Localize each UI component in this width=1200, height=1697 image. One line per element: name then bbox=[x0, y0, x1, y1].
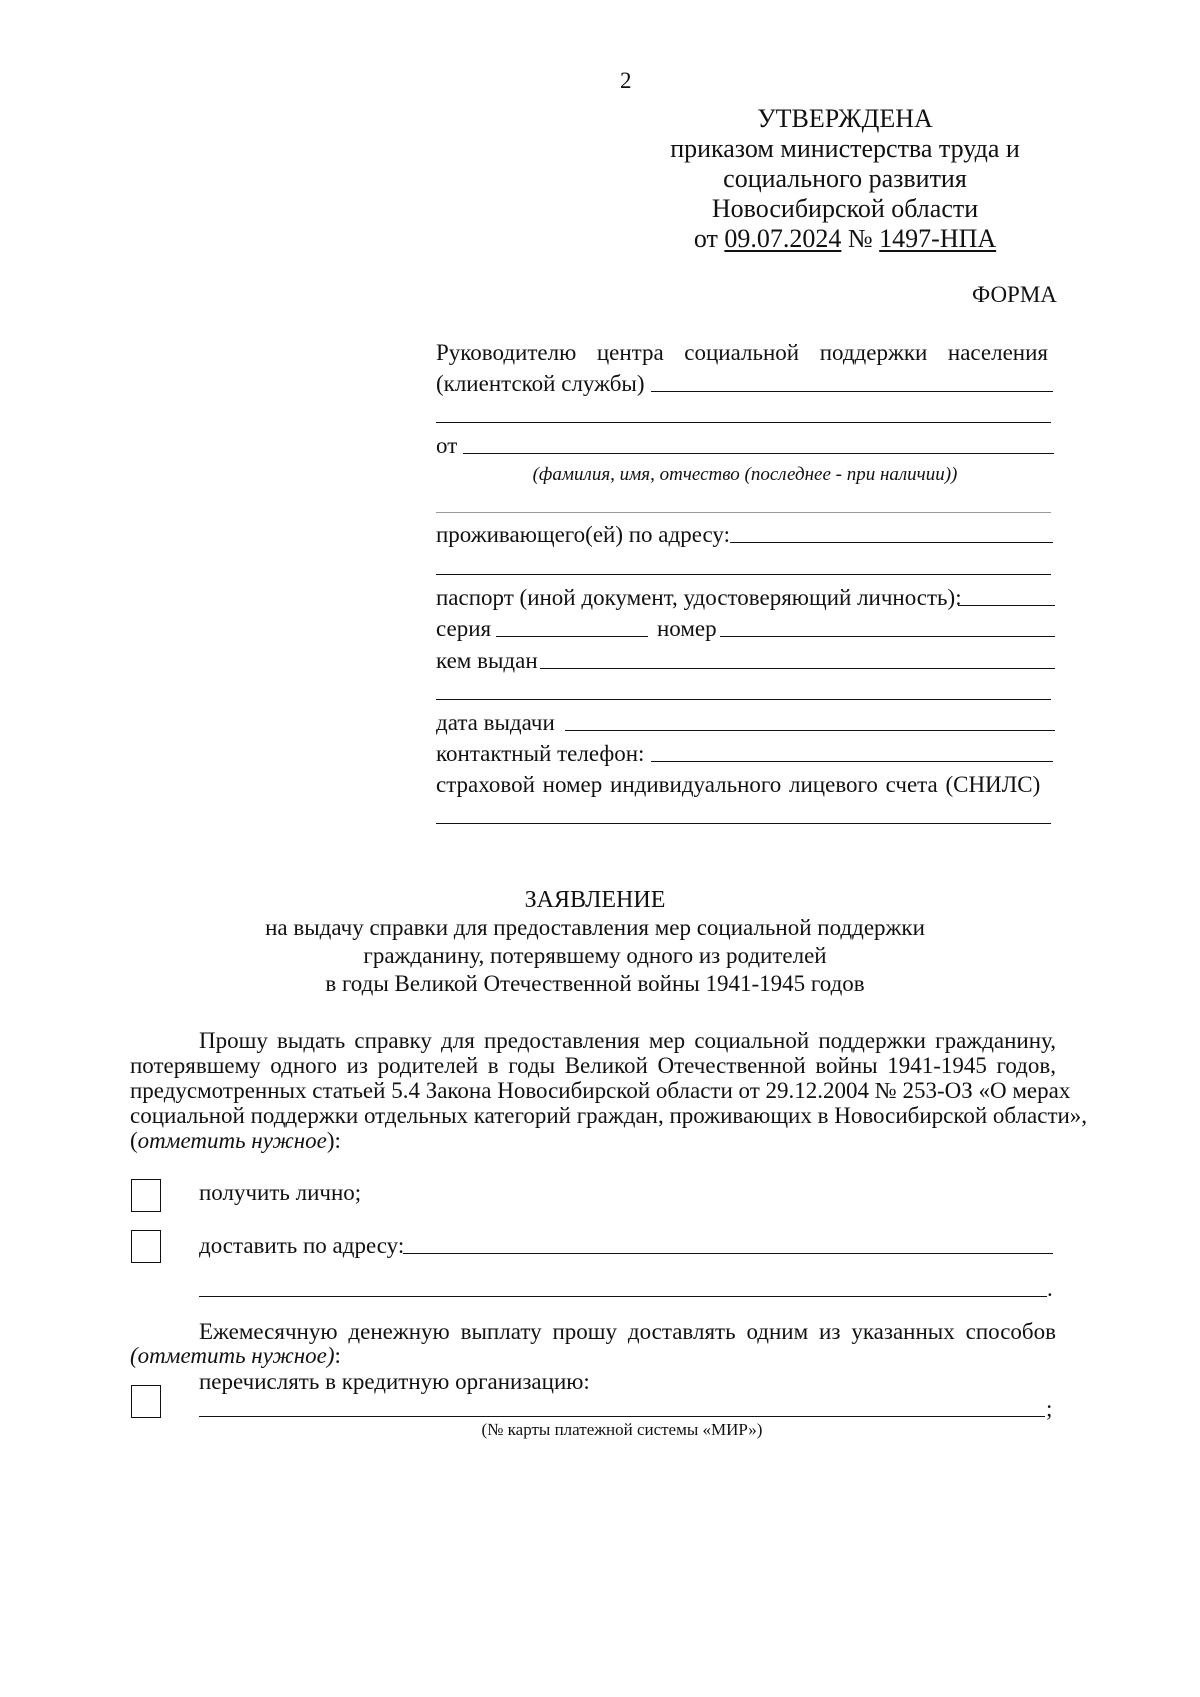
card-number-hint: (№ карты платежной системы «МИР») bbox=[481, 1420, 763, 1439]
approval-line-3: Новосибирской области bbox=[711, 194, 979, 223]
passport-label: паспорт (иной документ, удостоверяющий личность): bbox=[436, 585, 962, 610]
applicant-name-field-continued[interactable] bbox=[436, 512, 1051, 513]
approval-date: 09.07.2024 bbox=[724, 224, 842, 253]
body-p1-line-3: предусмотренных статьей 5.4 Закона Новосибирской области от 29.12.2004 № 253-ОЗ «О мерах bbox=[130, 1078, 1071, 1103]
address-label: проживающего(ей) по адресу: bbox=[436, 522, 730, 547]
mark-needed-italic: отметить нужное bbox=[137, 1128, 327, 1153]
deliver-by-address-checkbox[interactable] bbox=[131, 1230, 161, 1263]
period-mark: . bbox=[1047, 1276, 1053, 1301]
page-number: 2 bbox=[620, 68, 632, 93]
phone-label: контактный телефон: bbox=[436, 741, 645, 766]
approval-line-1: приказом министерства труда и bbox=[670, 134, 1020, 163]
bank-transfer-checkbox[interactable] bbox=[131, 1385, 161, 1418]
delivery-address-field-continued[interactable] bbox=[199, 1296, 1047, 1297]
passport-field[interactable] bbox=[958, 605, 1055, 606]
paren-open: ( bbox=[130, 1128, 138, 1153]
applicant-name-field[interactable] bbox=[463, 453, 1054, 454]
addressee-line-1: Руководителю центра социальной поддержки населения bbox=[436, 340, 1048, 365]
snils-label: страховой номер индивидуального лицевого счета (СНИЛС) bbox=[436, 772, 1041, 797]
statement-subtitle-1: на выдачу справки для предоставления мер социальной поддержки bbox=[265, 915, 925, 940]
approval-order-line bbox=[650, 224, 1040, 254]
statement-title: ЗАЯВЛЕНИЕ bbox=[524, 887, 666, 913]
series-field[interactable] bbox=[496, 636, 648, 637]
approval-line-2: социального развития bbox=[723, 164, 967, 193]
phone-field[interactable] bbox=[651, 761, 1053, 762]
card-number-field[interactable] bbox=[199, 1416, 1045, 1417]
receive-personally-label: получить лично; bbox=[199, 1180, 362, 1205]
body-p1-line-1: Прошу выдать справку для предоставления мер социальной поддержки гражданину, bbox=[199, 1028, 1056, 1053]
address-field[interactable] bbox=[730, 542, 1053, 543]
address-field-continued[interactable] bbox=[436, 574, 1051, 575]
body-p2-line-1: Ежемесячную денежную выплату прошу доставлять одним из указанных способов bbox=[199, 1319, 1056, 1344]
approval-number: 1497-НПА bbox=[879, 224, 997, 253]
approval-block bbox=[650, 104, 1040, 254]
issued-by-field[interactable] bbox=[540, 668, 1055, 669]
colon: : bbox=[334, 1343, 341, 1368]
approval-num-sign: № bbox=[847, 224, 873, 253]
paren-close: ): bbox=[326, 1128, 341, 1153]
issued-by-label: кем выдан bbox=[436, 648, 538, 673]
delivery-address-field[interactable] bbox=[403, 1253, 1053, 1254]
issue-date-label: дата выдачи bbox=[436, 710, 555, 735]
mark-needed-italic-2: (отметить нужное) bbox=[130, 1343, 335, 1368]
issue-date-field[interactable] bbox=[565, 730, 1055, 731]
body-p1-line-5 bbox=[130, 1126, 341, 1156]
statement-subtitle-2: гражданину, потерявшему одного из родителей bbox=[363, 943, 827, 968]
number-field[interactable] bbox=[720, 636, 1055, 637]
snils-field[interactable] bbox=[436, 823, 1051, 824]
body-p1-line-4: социальной поддержки отдельных категорий граждан, проживающих в Новосибирской области», bbox=[130, 1103, 1088, 1128]
fio-hint: (фамилия, имя, отчество (последнее - при наличии)) bbox=[532, 464, 958, 485]
number-label: номер bbox=[657, 616, 717, 641]
form-label: ФОРМА bbox=[972, 282, 1057, 307]
approval-title: УТВЕРЖДЕНА bbox=[757, 104, 933, 133]
approval-prefix: от bbox=[693, 224, 718, 253]
bank-transfer-label: перечислять в кредитную организацию: bbox=[199, 1369, 590, 1394]
from-label: от bbox=[436, 433, 458, 458]
semicolon-mark: ; bbox=[1046, 1396, 1053, 1421]
body-p1-line-2: потерявшему одного из родителей в годы Великой Отечественной войны 1941-1945 годов, bbox=[130, 1053, 1056, 1078]
statement-subtitle-3: в годы Великой Отечественной войны 1941-1945 годов bbox=[325, 971, 865, 996]
addressee-client-service-label: (клиентской службы) bbox=[436, 371, 645, 396]
client-service-field-continued[interactable] bbox=[436, 422, 1051, 423]
client-service-field[interactable] bbox=[651, 391, 1053, 392]
series-label: серия bbox=[436, 616, 492, 641]
deliver-by-address-label: доставить по адресу: bbox=[199, 1233, 405, 1258]
receive-personally-checkbox[interactable] bbox=[131, 1179, 161, 1212]
issued-by-field-continued[interactable] bbox=[436, 699, 1051, 700]
